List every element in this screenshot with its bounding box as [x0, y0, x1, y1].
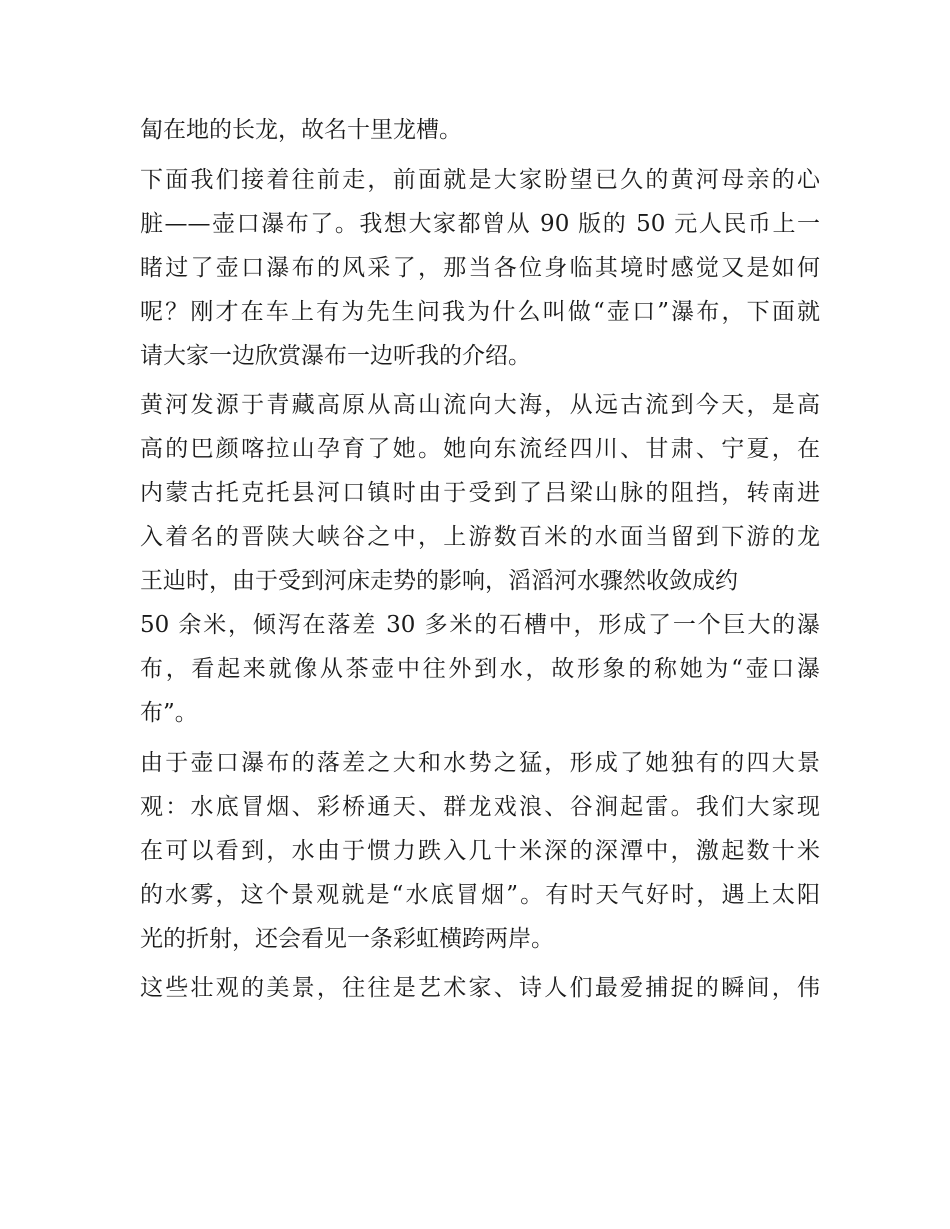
text-line: 由于壶口瀑布的落差之大和水势之猛，形成了她独有的四大景: [140, 749, 820, 776]
text-line: 内蒙古托克托县河口镇时由于受到了吕梁山脉的阻挡，转南进: [140, 480, 820, 506]
text-line: 的水雾，这个景观就是“水底冒烟”。有时天气好时，遇上太阳: [140, 881, 820, 908]
text-line: 在可以看到，水由于惯力跌入几十米深的深潭中，激起数十米: [140, 837, 820, 864]
text-line: 布”。: [140, 700, 198, 726]
text-line: 匐在地的长龙，故名十里龙槽。: [140, 117, 462, 143]
text-line: 脏——壶口瀑布了。我想大家都曾从 90 版的 50 元人民币上一: [140, 210, 820, 237]
text-line: 这些壮观的美景，往往是艺术家、诗人们最爱捕捉的瞬间，伟: [140, 975, 820, 1001]
document-body: [140, 108, 820, 1010]
text-line: 黄河发源于青藏高原从高山流向大海，从远古流到今天，是高: [140, 392, 820, 418]
text-line: 呢？刚才在车上有为先生问我为什么叫做“壶口”瀑布，下面就: [140, 298, 820, 325]
text-line: 请大家一边欣赏瀑布一边听我的介绍。: [140, 342, 531, 369]
text-line: 下面我们接着往前走，前面就是大家盼望已久的黄河母亲的心: [140, 166, 820, 193]
text-line: 高的巴颜喀拉山孕育了她。她向东流经四川、甘肃、宁夏，在: [140, 436, 820, 462]
text-line: 光的折射，还会看见一条彩虹横跨两岸。: [140, 925, 554, 952]
text-line: 入着名的晋陕大峡谷之中，上游数百米的水面当留到下游的龙: [140, 524, 820, 550]
text-line: 50 余米，倾泻在落差 30 多米的石槽中，形成了一个巨大的瀑: [140, 612, 820, 638]
text-line: 王辿时，由于受到河床走势的影响，滔滔河水骤然收敛成约: [140, 568, 738, 594]
text-line: 观：水底冒烟、彩桥通天、群龙戏浪、谷涧起雷。我们大家现: [140, 793, 820, 820]
text-line: 睹过了壶口瀑布的风采了，那当各位身临其境时感觉又是如何: [140, 254, 820, 281]
text-line: 布，看起来就像从茶壶中往外到水，故形象的称她为“壶口瀑: [140, 656, 820, 682]
